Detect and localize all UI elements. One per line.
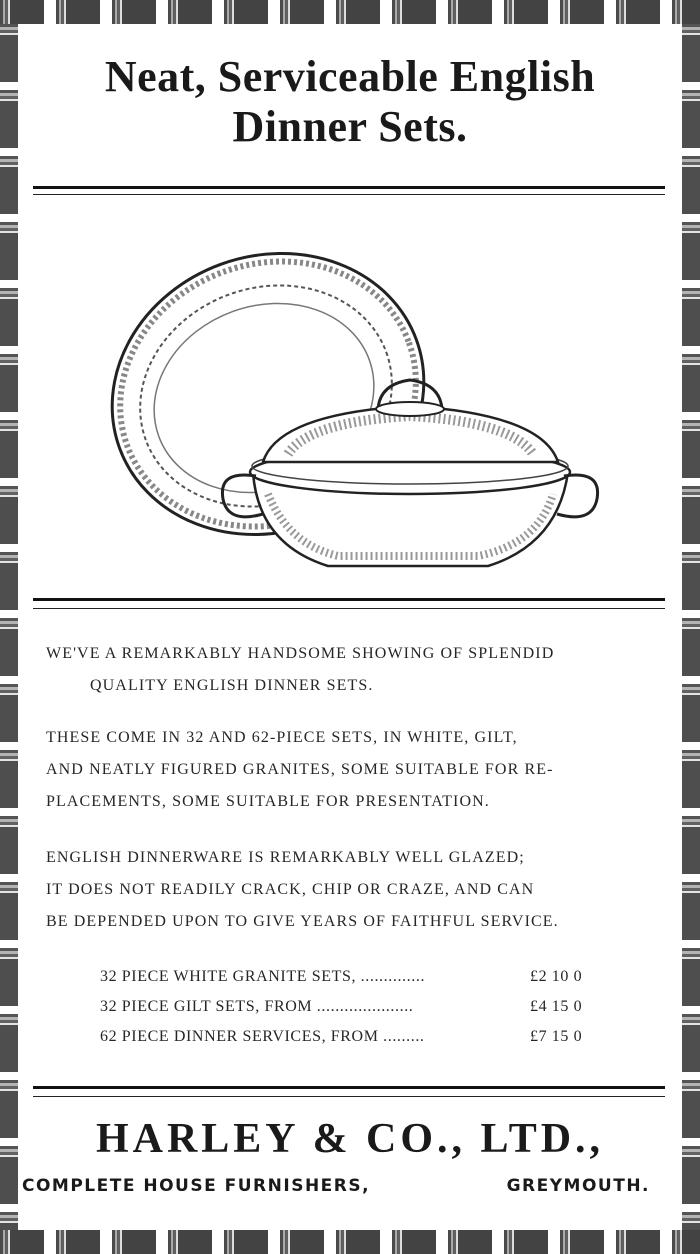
dinnerware-illustration-icon — [88, 244, 648, 604]
decorative-border-left — [0, 24, 18, 1230]
divider-top — [33, 186, 665, 189]
paragraph-2 — [46, 722, 658, 818]
firm-tagline: COMPLETE HOUSE FURNISHERS, — [22, 1176, 371, 1196]
divider-middle-thin — [33, 608, 665, 609]
headline-line-2: Dinner Sets. — [232, 102, 468, 151]
price-amount: £2 10 0 — [530, 968, 583, 985]
price-row — [100, 962, 620, 992]
divider-top-thin — [33, 194, 665, 195]
paragraph-3-line-2: IT DOES NOT READILY CRACK, CHIP OR CRAZE, AND CAN — [46, 881, 535, 898]
price-item: 32 PIECE WHITE GRANITE SETS, .............. — [100, 968, 426, 985]
price-amount: £4 15 0 — [530, 998, 583, 1015]
headline-line-1: Neat, Serviceable English — [104, 52, 596, 101]
advertisement — [22, 34, 672, 1218]
footer — [22, 1176, 650, 1196]
price-amount: £7 15 0 — [530, 1028, 583, 1045]
headline — [28, 52, 672, 152]
price-list — [100, 962, 620, 1052]
paragraph-2-line-1: THESE COME IN 32 AND 62-PIECE SETS, IN WHITE, GILT, — [46, 729, 518, 746]
decorative-border-top — [0, 0, 700, 24]
divider-middle — [33, 598, 665, 601]
decorative-border-right — [682, 24, 700, 1230]
paragraph-1-line-2: QUALITY ENGLISH DINNER SETS. — [90, 677, 374, 694]
firm-name: HARLEY & CO., LTD., — [95, 1116, 605, 1162]
divider-bottom-thin — [33, 1096, 665, 1097]
price-row — [100, 992, 620, 1022]
paragraph-3-line-1: ENGLISH DINNERWARE IS REMARKABLY WELL GLAZED; — [46, 849, 525, 866]
price-item: 62 PIECE DINNER SERVICES, FROM ......... — [100, 1028, 425, 1045]
paragraph-1 — [46, 638, 658, 702]
paragraph-3-line-3: BE DEPENDED UPON TO GIVE YEARS OF FAITHFUL SERVICE. — [46, 913, 559, 930]
firm-town: GREYMOUTH. — [506, 1176, 650, 1196]
paragraph-3 — [46, 842, 658, 938]
paragraph-2-line-3: PLACEMENTS, SOME SUITABLE FOR PRESENTATION. — [46, 793, 490, 810]
paragraph-2-line-2: AND NEATLY FIGURED GRANITES, SOME SUITABLE FOR RE- — [46, 761, 554, 778]
decorative-border-bottom — [0, 1230, 700, 1254]
divider-bottom — [33, 1086, 665, 1089]
price-item: 32 PIECE GILT SETS, FROM ..................... — [100, 998, 414, 1015]
paragraph-1-line-1: WE'VE A REMARKABLY HANDSOME SHOWING OF SPLENDID — [46, 645, 555, 662]
price-row — [100, 1022, 620, 1052]
